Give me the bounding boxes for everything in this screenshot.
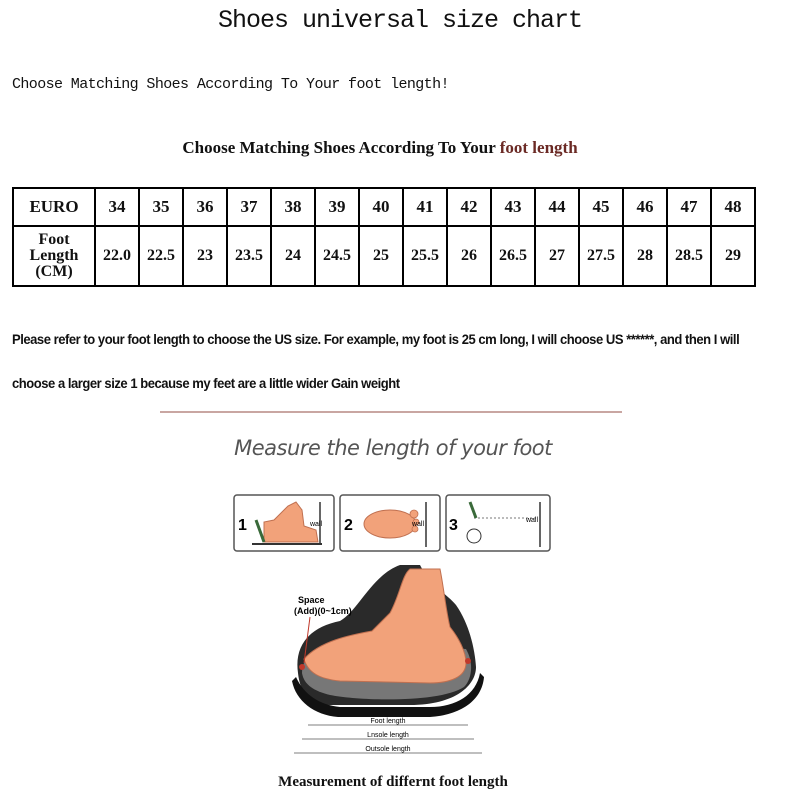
- euro-size-cell: 48: [711, 188, 755, 226]
- label-line: Length: [29, 247, 79, 264]
- euro-size-cell: 45: [579, 188, 623, 226]
- euro-size-cell: 42: [447, 188, 491, 226]
- label-line: Foot: [38, 231, 70, 248]
- measure-steps-illustration: [230, 492, 560, 554]
- euro-size-cell: 40: [359, 188, 403, 226]
- cm-length-cell: 27.5: [579, 226, 623, 286]
- cm-length-cell: 24.5: [315, 226, 359, 286]
- measure-title: Measure the length of your foot: [234, 436, 552, 460]
- divider: [160, 411, 622, 413]
- size-note-line-2: choose a larger size 1 because my feet are a little wider Gain weight: [12, 375, 400, 391]
- shoe-illustration: [280, 555, 510, 765]
- euro-size-cell: 39: [315, 188, 359, 226]
- label-line: (CM): [35, 263, 73, 280]
- step-number: 2: [344, 517, 353, 534]
- euro-size-cell: 35: [139, 188, 183, 226]
- illustration-caption: Measurement of differnt foot length: [278, 774, 508, 790]
- cm-length-cell: 26.5: [491, 226, 535, 286]
- space-add-label: (Add)(0~1cm): [294, 606, 352, 616]
- cm-length-cell: 29: [711, 226, 755, 286]
- euro-size-cell: 41: [403, 188, 447, 226]
- euro-label: EURO: [13, 188, 95, 226]
- euro-size-cell: 46: [623, 188, 667, 226]
- magnifier-icon: [467, 529, 481, 543]
- size-note-line-1: Please refer to your foot length to choose the US size. For example, my foot is 25 cm long, I will choose US ******, and then I will: [12, 331, 740, 347]
- cm-length-cell: 24: [271, 226, 315, 286]
- step-1-panel: [234, 495, 334, 551]
- foot-top-icon: [364, 510, 416, 538]
- euro-row: [13, 188, 755, 226]
- wall-label: wall: [309, 521, 322, 528]
- euro-size-cell: 38: [271, 188, 315, 226]
- wall-label: wall: [411, 521, 424, 528]
- insole-length-label: Lnsole length: [367, 732, 409, 739]
- cm-length-cell: 26: [447, 226, 491, 286]
- cm-length-cell: 28: [623, 226, 667, 286]
- foot-length-label: Foot length: [370, 718, 406, 725]
- step-number: 3: [449, 517, 458, 534]
- euro-size-cell: 37: [227, 188, 271, 226]
- cm-row: [13, 226, 755, 286]
- cm-length-cell: 25.5: [403, 226, 447, 286]
- step-3-panel: [446, 495, 550, 551]
- euro-size-cell: 34: [95, 188, 139, 226]
- step-number: 1: [238, 517, 247, 534]
- step-2-panel: [340, 495, 440, 551]
- foot-length-label: [13, 226, 95, 286]
- table-heading-prefix: Choose Matching Shoes According To Your: [182, 138, 500, 157]
- cm-length-cell: 27: [535, 226, 579, 286]
- cm-length-cell: 23: [183, 226, 227, 286]
- cm-length-cell: 25: [359, 226, 403, 286]
- page-title: Shoes universal size chart: [217, 6, 583, 35]
- size-table: [12, 187, 756, 287]
- cm-length-cell: 22.0: [95, 226, 139, 286]
- outsole-length-label: Outsole length: [365, 746, 411, 753]
- table-heading: [0, 138, 760, 158]
- euro-size-cell: 36: [183, 188, 227, 226]
- cm-length-cell: 22.5: [139, 226, 183, 286]
- space-label: Space: [298, 595, 325, 605]
- cm-length-cell: 28.5: [667, 226, 711, 286]
- euro-size-cell: 44: [535, 188, 579, 226]
- euro-size-cell: 47: [667, 188, 711, 226]
- cm-length-cell: 23.5: [227, 226, 271, 286]
- euro-size-cell: 43: [491, 188, 535, 226]
- wall-label: wall: [525, 517, 538, 524]
- table-heading-highlight: foot length: [499, 138, 578, 157]
- intro-text: Choose Matching Shoes According To Your foot length!: [12, 76, 449, 93]
